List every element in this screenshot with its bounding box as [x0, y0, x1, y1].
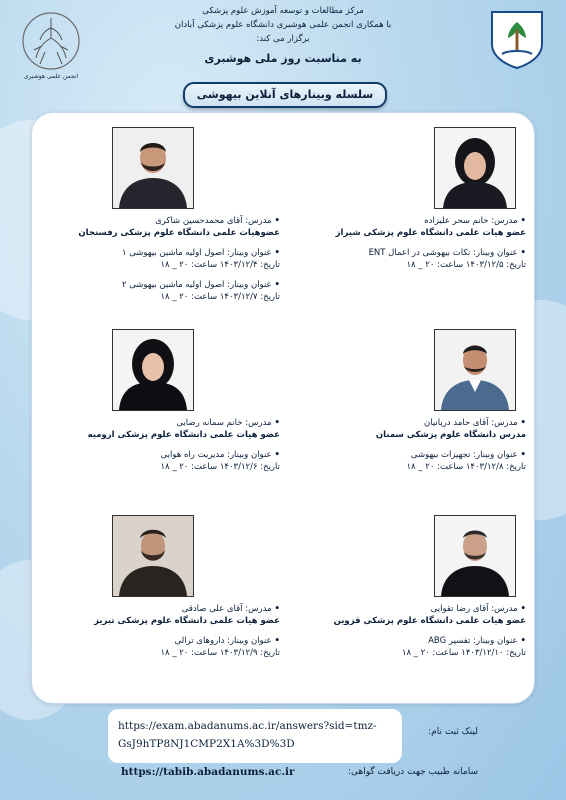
spacer [40, 441, 280, 449]
webinar-datetime: تاریخ: ۱۴۰۳/۱۲/۹ ساعت: ۲۰ _ ۱۸ [160, 648, 280, 658]
speaker-info [286, 215, 526, 271]
speaker-info [40, 603, 280, 659]
university-logo [488, 8, 546, 70]
certificate-system-label: سامانه طبیب جهت دریافت گواهی: [347, 767, 478, 777]
webinar-datetime: تاریخ: ۱۴۰۳/۱۲/۸ ساعت: ۲۰ _ ۱۸ [406, 462, 526, 472]
speaker-photo [112, 329, 194, 411]
header-line-1: مرکز مطالعات و توسعه آموزش علوم پزشکی [202, 6, 364, 16]
webinar-title: • عنوان وبینار: نکات بیهوشی در اعمال ENT [286, 247, 526, 259]
poster-header [0, 0, 566, 95]
speaker-info [286, 603, 526, 659]
webinar-title: • عنوان وبینار: تفسیر ABG [286, 635, 526, 647]
anesthesia-association-caption: انجمن علمی هوشبری [23, 73, 79, 80]
spacer [40, 627, 280, 635]
speaker-card [286, 127, 526, 317]
lecturer-affiliation: عضو هیات علمی دانشگاه علوم پزشکی تبریز [94, 616, 280, 626]
speaker-photo [434, 329, 516, 411]
webinar-title: • عنوان وبینار: اصول اولیه ماشین بیهوشی ۱ [40, 247, 280, 259]
webinar-datetime: تاریخ: ۱۴۰۳/۱۲/۴ ساعت: ۲۰ _ ۱۸ [160, 260, 280, 270]
speaker-card [286, 515, 526, 705]
speaker-photo [112, 127, 194, 209]
lecturer-affiliation: عضو هیات علمی دانشگاه علوم پزشکی ارومیه [87, 430, 280, 440]
lecturer-affiliation: عضو هیات علمی دانشگاه علوم پزشکی شیراز [335, 228, 526, 238]
webinar-datetime: تاریخ: ۱۴۰۳/۱۲/۱۰ ساعت: ۲۰ _ ۱۸ [401, 648, 526, 658]
speaker-card [40, 515, 280, 705]
speaker-card [286, 329, 526, 519]
speaker-card [40, 127, 280, 317]
registration-url-line-2[interactable]: GsJ9hTP8NJ1CMP2X1A%3D%3D [118, 738, 295, 750]
webinar-series-banner: سلسله وبینارهای آنلاین بیهوشی [183, 82, 387, 108]
anesthesia-association-logo [20, 10, 82, 72]
registration-url-line-1[interactable]: https://exam.abadanums.ac.ir/answers?sid=tmz- [118, 720, 377, 732]
webinar-datetime: تاریخ: ۱۴۰۳/۱۲/۵ ساعت: ۲۰ _ ۱۸ [406, 260, 526, 270]
lecturer-name: • مدرس: آقای علی صادقی [40, 603, 280, 615]
speaker-info [286, 417, 526, 473]
webinar-title: • عنوان وبینار: اصول اولیه ماشین بیهوشی ۲ [40, 279, 280, 291]
webinar-datetime: تاریخ: ۱۴۰۳/۱۲/۶ ساعت: ۲۰ _ ۱۸ [160, 462, 280, 472]
certificate-system-link[interactable]: https://tabib.abadanums.ac.ir [121, 766, 295, 778]
lecturer-name: • مدرس: خانم سحر علیزاده [286, 215, 526, 227]
spacer [40, 239, 280, 247]
webinar-title: • عنوان وبینار: تجهیزات بیهوشی [286, 449, 526, 461]
header-line-4: به مناسبت روز ملی هوشبری [204, 52, 362, 65]
registration-link-label: لینک ثبت نام: [428, 727, 478, 737]
lecturer-name: • مدرس: آقای رضا تقوایی [286, 603, 526, 615]
spacer [40, 271, 280, 279]
speaker-info [40, 215, 280, 303]
registration-link-box [108, 709, 402, 763]
lecturer-affiliation: مدرس دانشگاه علوم پزشکی سمنان [375, 430, 526, 440]
webinar-title: • عنوان وبینار: مدیریت راه هوایی [40, 449, 280, 461]
spacer [286, 441, 526, 449]
speakers-panel [31, 112, 535, 704]
lecturer-name: • مدرس: آقای حامد دریانیان [286, 417, 526, 429]
speaker-photo [434, 127, 516, 209]
speaker-photo [112, 515, 194, 597]
speaker-info [40, 417, 280, 473]
spacer [286, 627, 526, 635]
lecturer-name: • مدرس: آقای محمدحسین شاکری [40, 215, 280, 227]
lecturer-name: • مدرس: خانم سمانه رضایی [40, 417, 280, 429]
speaker-photo [434, 515, 516, 597]
header-line-2: با همکاری انجمن علمی هوشبری دانشگاه علوم پزشکی آبادان [174, 20, 392, 30]
lecturer-affiliation: عضو هیات علمی دانشگاه علوم پزشکی قزوین [333, 616, 526, 626]
speaker-card [40, 329, 280, 519]
university-logo-caption [482, 66, 552, 73]
webinar-title: • عنوان وبینار: داروهای ترالی [40, 635, 280, 647]
spacer [286, 239, 526, 247]
lecturer-affiliation: عضوهیات علمی دانشگاه علوم پزشکی رفسنجان [78, 228, 280, 238]
webinar-datetime: تاریخ: ۱۴۰۳/۱۲/۷ ساعت: ۲۰ _ ۱۸ [160, 292, 280, 302]
header-line-3: برگزار می کند: [256, 34, 310, 44]
